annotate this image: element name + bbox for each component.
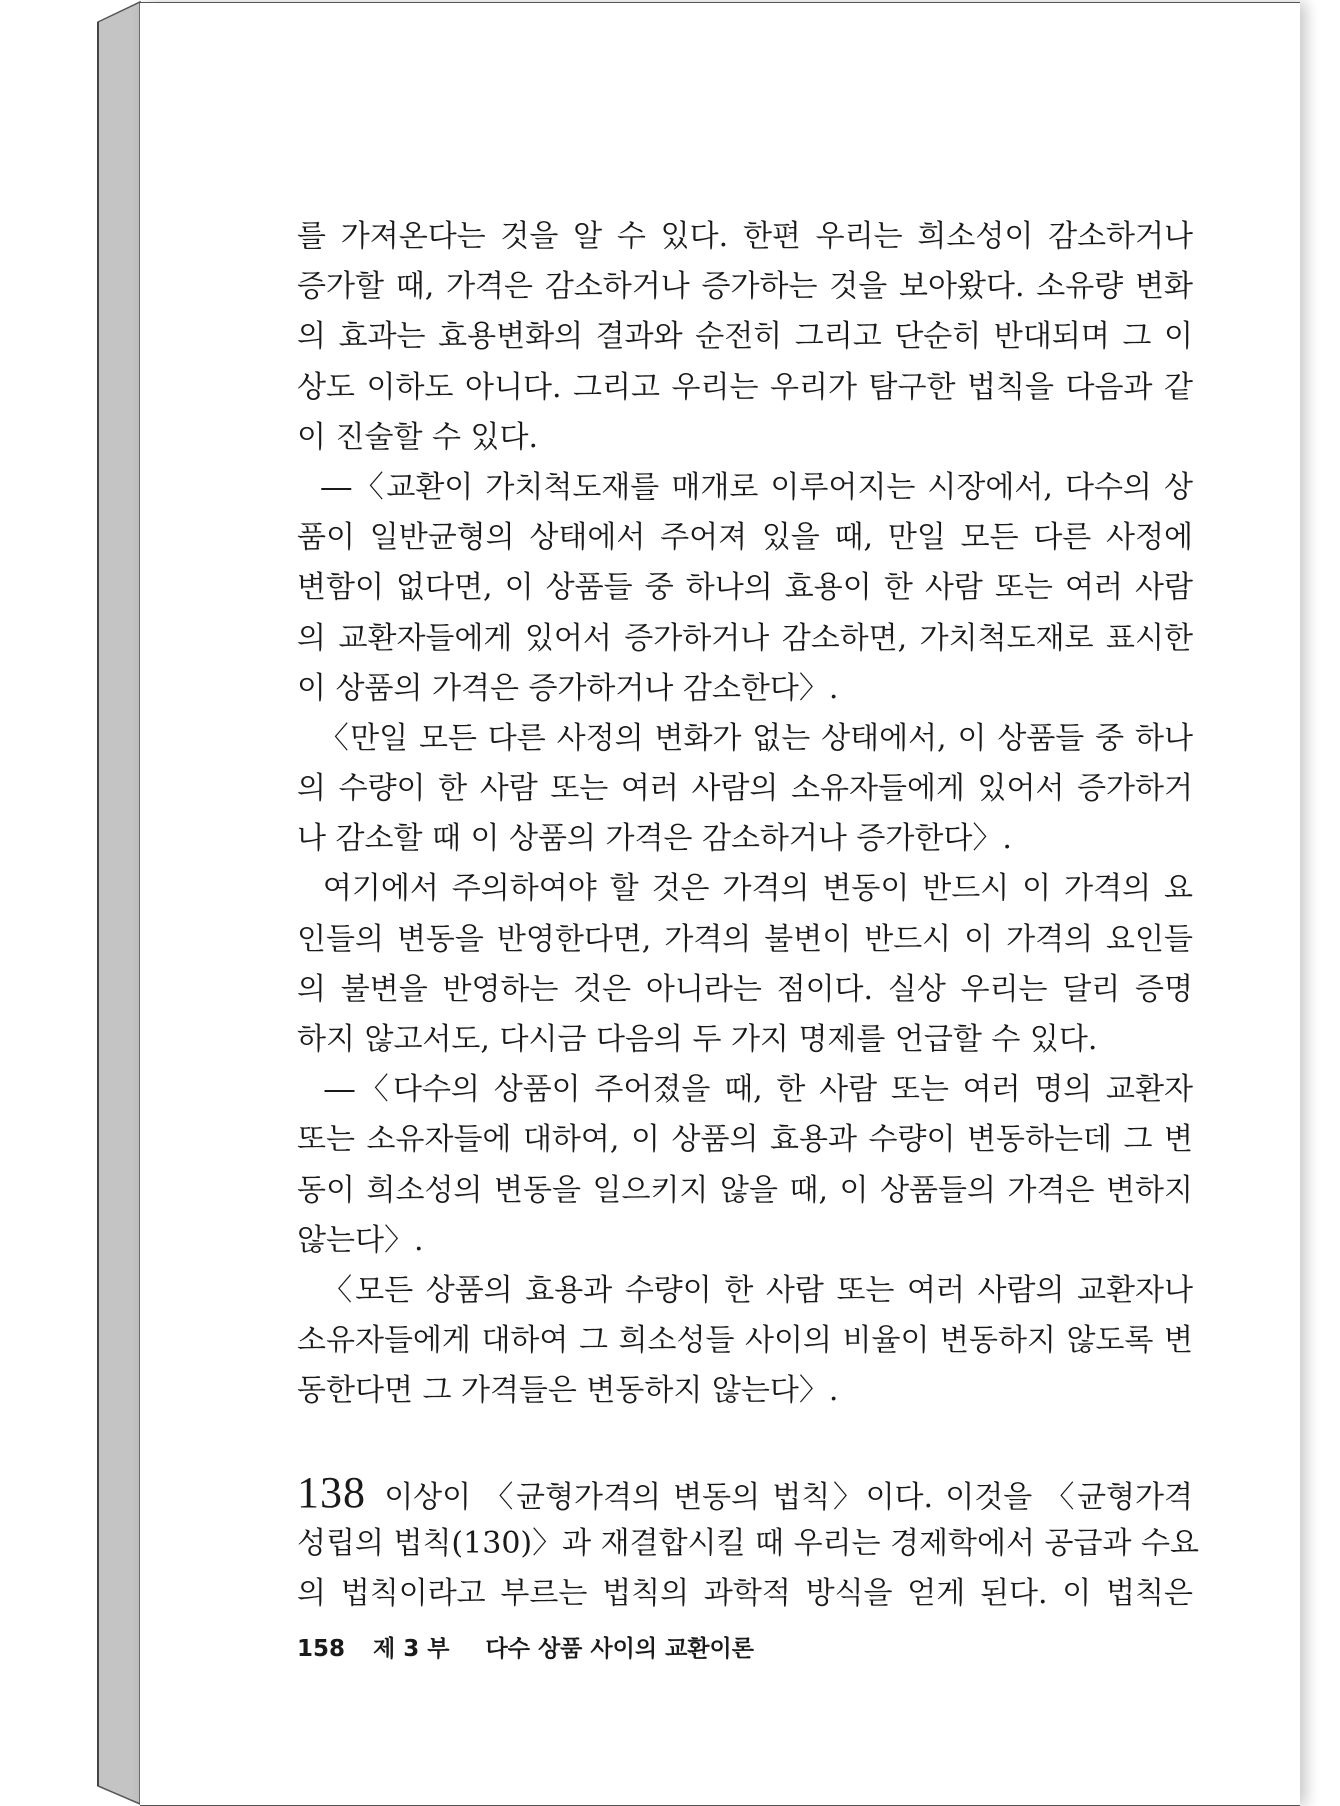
text-line: 의 수량이 한 사람 또는 여러 사람의 소유자들에게 있어서 증가하거 <box>297 771 1193 807</box>
text-line: 의 불변을 반영하는 것은 아니라는 점이다. 실상 우리는 달리 증명 <box>297 971 1193 1007</box>
paragraph <box>297 463 1193 714</box>
text-line: 하지 않고서도, 다시금 다음의 두 가지 명제를 언급할 수 있다. <box>297 1022 1098 1057</box>
text-line: ―〈교환이 가치척도재를 매개로 이루어지는 시장에서, 다수의 상 <box>297 469 1193 505</box>
body-text <box>297 212 1199 1619</box>
text-line: 여기에서 주의하여야 할 것은 가격의 변동이 반드시 이 가격의 요 <box>297 871 1193 907</box>
text-line: 의 효과는 효용변화의 결과와 순전히 그리고 단순히 반대되며 그 이 <box>297 319 1193 355</box>
paragraph <box>297 864 1193 1065</box>
text-line: 증가할 때, 가격은 감소하거나 증가하는 것을 보아왔다. 소유량 변화 <box>297 269 1193 305</box>
text-line: 또는 소유자들에 대하여, 이 상품의 효용과 수량이 변동하는데 그 변 <box>297 1122 1193 1158</box>
text-line: 않는다〉. <box>297 1222 424 1258</box>
paragraph <box>297 1266 1193 1417</box>
paragraph <box>297 212 1193 463</box>
running-title: 다수 상품 사이의 교환이론 <box>485 1636 754 1662</box>
text-line: 품이 일반균형의 상태에서 주어져 있을 때, 만일 모든 다른 사정에 <box>297 520 1193 556</box>
section-first-text: 이상이 〈균형가격의 변동의 법칙〉이다. 이것을 〈균형가격 <box>372 1479 1193 1515</box>
section-138 <box>297 1467 1199 1619</box>
text-line: 〈만일 모든 다른 사정의 변화가 없는 상태에서, 이 상품들 중 하나 <box>297 720 1193 756</box>
text-line: 동한다면 그 가격들은 변동하지 않는다〉. <box>297 1373 839 1409</box>
text-line: 〈모든 상품의 효용과 수량이 한 사람 또는 여러 사람의 교환자나 <box>297 1272 1193 1308</box>
section-first-line <box>297 1467 1193 1519</box>
page-footer <box>297 1630 754 1663</box>
text-line: 의 법칙이라고 부르는 법칙의 과학적 방식을 얻게 된다. 이 법칙은 <box>297 1575 1193 1611</box>
text-line: ―〈다수의 상품이 주어졌을 때, 한 사람 또는 여러 명의 교환자 <box>297 1072 1193 1108</box>
page-number: 158 <box>297 1636 346 1662</box>
text-line: 상도 이하도 아니다. 그리고 우리는 우리가 탐구한 법칙을 다음과 같 <box>297 369 1193 405</box>
text-line: 변함이 없다면, 이 상품들 중 하나의 효용이 한 사람 또는 여러 사람 <box>297 570 1193 606</box>
paragraph <box>297 714 1193 865</box>
text-line: 이 진술할 수 있다. <box>297 419 539 455</box>
text-line: 동이 희소성의 변동을 일으키지 않을 때, 이 상품들의 가격은 변하지 <box>297 1172 1193 1208</box>
part-label: 제 3 부 <box>373 1636 450 1662</box>
text-line: 나 감소할 때 이 상품의 가격은 감소하거나 증가한다〉. <box>297 821 1012 857</box>
text-line: 소유자들에게 대하여 그 희소성들 사이의 비율이 변동하지 않도록 변 <box>297 1323 1193 1359</box>
text-line: 인들의 변동을 반영한다면, 가격의 불변이 반드시 이 가격의 요인들 <box>297 921 1193 957</box>
text-line: 성립의 법칙(130)〉과 재결합시킬 때 우리는 경제학에서 공급과 수요 <box>297 1525 1199 1561</box>
text-line: 를 가져온다는 것을 알 수 있다. 한편 우리는 희소성이 감소하거나 <box>297 219 1193 254</box>
text-line: 이 상품의 가격은 증가하거나 감소한다〉. <box>297 670 839 706</box>
paragraph <box>297 1065 1193 1266</box>
text-line: 의 교환자들에게 있어서 증가하거나 감소하면, 가치척도재로 표시한 <box>297 620 1193 656</box>
section-number: 138 <box>297 1467 366 1517</box>
section-gap <box>297 1417 1193 1467</box>
